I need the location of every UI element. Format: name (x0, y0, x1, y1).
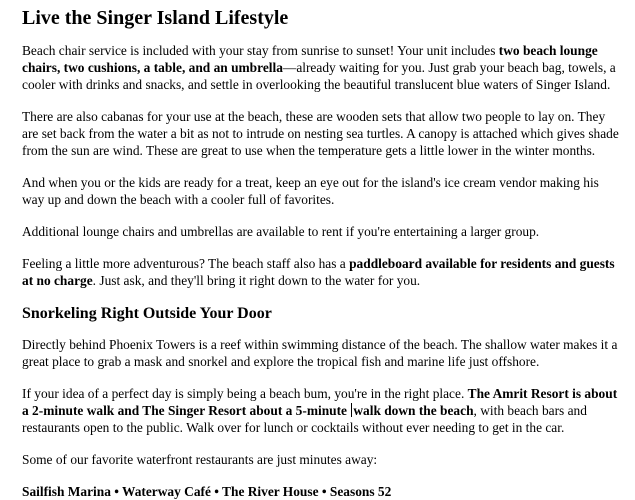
section-heading-snorkeling: Snorkeling Right Outside Your Door (22, 305, 272, 322)
paragraph-rentals: Additional lounge chairs and umbrellas are available to rent if you're entertaining a larger group. (22, 224, 540, 239)
paragraph-paddleboard (22, 255, 619, 289)
paragraph-restaurants-intro: Some of our favorite waterfront restaurants are just minutes away: (22, 452, 378, 467)
bold-text: two beach lounge chairs, two cushions, a table, and an umbrella (22, 43, 598, 75)
paragraph-resorts[interactable] (22, 385, 619, 436)
text: Feeling a little more adventurous? The beach staff also has a (22, 256, 350, 271)
text: , with beach bars and restaurants open to the public. Walk over for lunch or cocktails without ever needing to get in the car. (22, 403, 587, 435)
bold-text: The Amrit Resort is about a 2-minute walk and The Singer Resort about a 5-minute (22, 386, 618, 418)
bold-text: paddleboard available for residents and guests at no charge (22, 256, 615, 288)
text: . Just ask, and they'll bring it right down to the water for you. (92, 273, 421, 288)
text: —already waiting for you. Just grab your beach bag, towels, a cooler with drinks and snacks, and settle in overlooking the beautiful translucent blue waters of Singer Island. (22, 60, 616, 92)
text: Beach chair service is included with your stay from sunrise to sunset! Your unit includes (22, 43, 499, 58)
paragraph-reef: Directly behind Phoenix Towers is a reef within swimming distance of the beach. The shallow water makes it a great place to grab a mask and snorkel and explore the tropical fish and marine life just offshore. (22, 337, 618, 369)
paragraph-beach-chair-service (22, 42, 619, 93)
bold-text: walk down the beach (353, 403, 474, 418)
text: If your idea of a perfect day is simply being a beach bum, you're in the right place. (22, 386, 468, 401)
page-title: Live the Singer Island Lifestyle (22, 7, 289, 29)
paragraph-cabanas: There are also cabanas for your use at the beach, these are wooden sets that allow two people to lay on. They are set back from the water a bit as not to intrude on nesting sea turtles. A canopy is attached which gives shade from the sun are wind. These are great to use when the temperature gets a little lower in the winter months. (22, 109, 619, 158)
paragraph-ice-cream: And when you or the kids are ready for a treat, keep an eye out for the island's ice cream vendor making his way up and down the beach with a cooler full of favorites. (22, 175, 599, 207)
restaurant-list: Sailfish Marina • Waterway Café • The River House • Seasons 52 (22, 484, 392, 499)
